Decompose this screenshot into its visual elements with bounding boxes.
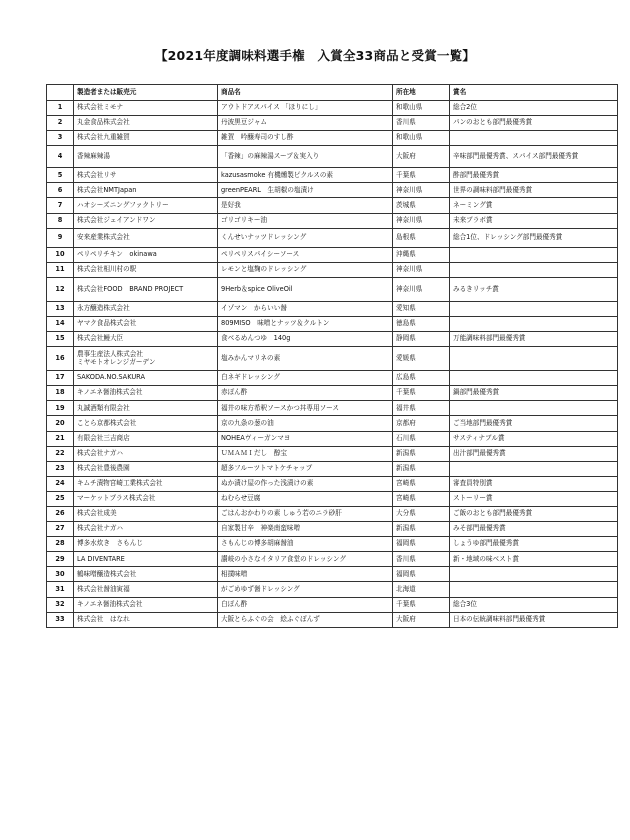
cell-product: アウトドアスパイス 「ほりにし」	[218, 101, 393, 116]
table-row	[47, 247, 618, 262]
cell-award: 未来ブラボ賞	[450, 213, 618, 228]
cell-award	[450, 347, 618, 371]
cell-location: 千葉県	[393, 386, 450, 401]
table-row	[47, 476, 618, 491]
cell-award: みそ部門最優秀賞	[450, 522, 618, 537]
cell-product: 讃岐の小さなイタリア食堂のドレッシング	[218, 552, 393, 567]
cell-award: パンのおとも部門最優秀賞	[450, 116, 618, 131]
table-row	[47, 228, 618, 247]
table-row	[47, 537, 618, 552]
cell-award: サスティナブル賞	[450, 431, 618, 446]
cell-number: 13	[47, 301, 74, 316]
cell-number: 26	[47, 506, 74, 521]
cell-number: 8	[47, 213, 74, 228]
cell-location: 千葉県	[393, 168, 450, 183]
cell-maker: 株式会社豊後農園	[74, 461, 218, 476]
header-location: 所在地	[393, 85, 450, 101]
cell-award: 総合1位、ドレッシング部門最優秀賞	[450, 228, 618, 247]
cell-location: 福岡県	[393, 537, 450, 552]
cell-product: ねむらせ豆腐	[218, 491, 393, 506]
award-table	[46, 84, 618, 628]
cell-product: ごはんおかわりの素 しゅう若のニラ砂肝	[218, 506, 393, 521]
cell-location: 福岡県	[393, 567, 450, 582]
table-row	[47, 582, 618, 597]
cell-award: 出汁部門最優秀賞	[450, 446, 618, 461]
table-row	[47, 552, 618, 567]
table-row	[47, 446, 618, 461]
cell-number: 11	[47, 262, 74, 277]
cell-maker: 永方醸造株式会社	[74, 301, 218, 316]
cell-product: ＵＭＡＭＩだし 醇宝	[218, 446, 393, 461]
cell-location: 和歌山県	[393, 101, 450, 116]
table-row	[47, 491, 618, 506]
table-row	[47, 213, 618, 228]
cell-location: 新潟県	[393, 461, 450, 476]
cell-number: 22	[47, 446, 74, 461]
cell-number: 15	[47, 332, 74, 347]
cell-location: 大阪府	[393, 146, 450, 168]
cell-maker: 鶴味噌醸造株式会社	[74, 567, 218, 582]
table-row	[47, 262, 618, 277]
table-row	[47, 522, 618, 537]
cell-award: 総合3位	[450, 597, 618, 612]
cell-location: 石川県	[393, 431, 450, 446]
cell-location: 京都府	[393, 416, 450, 431]
cell-award: ご当地部門最優秀賞	[450, 416, 618, 431]
cell-maker: ペリペリチキン okinawa	[74, 247, 218, 262]
cell-location: 愛媛県	[393, 347, 450, 371]
cell-location: 千葉県	[393, 597, 450, 612]
table-row	[47, 277, 618, 301]
cell-product: くんせいナッツドレッシング	[218, 228, 393, 247]
cell-award	[450, 247, 618, 262]
table-row	[47, 347, 618, 371]
cell-maker: キムチ漬物宮崎工業株式会社	[74, 476, 218, 491]
cell-location: 新潟県	[393, 446, 450, 461]
cell-maker: マーケットプラス株式会社	[74, 491, 218, 506]
cell-number: 4	[47, 146, 74, 168]
cell-award	[450, 567, 618, 582]
cell-product: 9Herb＆spice OliveOil	[218, 277, 393, 301]
cell-award: 日本の伝統調味料部門最優秀賞	[450, 612, 618, 627]
cell-product: 丹波黒豆ジャム	[218, 116, 393, 131]
cell-product: 超多フルーツトマトケチャップ	[218, 461, 393, 476]
cell-award	[450, 401, 618, 416]
cell-maker: 香辣麻辣湯	[74, 146, 218, 168]
cell-location: 静岡県	[393, 332, 450, 347]
cell-number: 32	[47, 597, 74, 612]
cell-product: レモンと塩麹のドレッシング	[218, 262, 393, 277]
cell-maker: 丸誠酒類有限会社	[74, 401, 218, 416]
table-row	[47, 316, 618, 331]
table-row	[47, 371, 618, 386]
cell-product: ぬか漬け屋の作った浅漬けの素	[218, 476, 393, 491]
cell-product: 赤ぽん酢	[218, 386, 393, 401]
cell-award: ご飯のおとも部門最優秀賞	[450, 506, 618, 521]
cell-maker: 博多水炊き さもんじ	[74, 537, 218, 552]
table-row	[47, 198, 618, 213]
cell-number: 21	[47, 431, 74, 446]
table-row	[47, 386, 618, 401]
cell-product: NOHEAヴィーガンマヨ	[218, 431, 393, 446]
cell-award: ネーミング賞	[450, 198, 618, 213]
cell-number: 31	[47, 582, 74, 597]
cell-number: 5	[47, 168, 74, 183]
cell-maker: 安来産業株式会社	[74, 228, 218, 247]
cell-maker: 株式会社FOOD BRAND PROJECT	[74, 277, 218, 301]
cell-number: 30	[47, 567, 74, 582]
header-row	[47, 85, 618, 101]
cell-number: 16	[47, 347, 74, 371]
cell-maker: 株式会社ナガハ	[74, 446, 218, 461]
cell-award: みるきリッチ賞	[450, 277, 618, 301]
cell-number: 2	[47, 116, 74, 131]
cell-number: 1	[47, 101, 74, 116]
cell-product: 京の九条の葱の油	[218, 416, 393, 431]
cell-maker: 株式会社 はなれ	[74, 612, 218, 627]
cell-award	[450, 301, 618, 316]
cell-maker: 株式会社醤油寅福	[74, 582, 218, 597]
cell-location: 和歌山県	[393, 131, 450, 146]
cell-location: 愛知県	[393, 301, 450, 316]
cell-number: 17	[47, 371, 74, 386]
cell-product: 是好我	[218, 198, 393, 213]
table-row	[47, 431, 618, 446]
cell-number: 9	[47, 228, 74, 247]
cell-location: 北海道	[393, 582, 450, 597]
cell-location: 大阪府	[393, 612, 450, 627]
cell-award: 鍋部門最優秀賞	[450, 386, 618, 401]
cell-number: 27	[47, 522, 74, 537]
cell-number: 28	[47, 537, 74, 552]
cell-maker: ことら京都株式会社	[74, 416, 218, 431]
cell-location: 神奈川県	[393, 213, 450, 228]
cell-award	[450, 316, 618, 331]
cell-maker: 株式会社成美	[74, 506, 218, 521]
table-row	[47, 116, 618, 131]
cell-location: 香川県	[393, 116, 450, 131]
cell-maker: 株式会社九重雑賀	[74, 131, 218, 146]
cell-product: イゾマン からいい醤	[218, 301, 393, 316]
cell-location: 香川県	[393, 552, 450, 567]
cell-award	[450, 461, 618, 476]
cell-maker: 株式会社ミモナ	[74, 101, 218, 116]
cell-number: 3	[47, 131, 74, 146]
cell-product: 食べるめんつゆ 140g	[218, 332, 393, 347]
cell-number: 6	[47, 183, 74, 198]
cell-award	[450, 131, 618, 146]
table-row	[47, 131, 618, 146]
cell-number: 23	[47, 461, 74, 476]
cell-award: 新・地域の味ベスト賞	[450, 552, 618, 567]
table-row	[47, 597, 618, 612]
cell-location: 神奈川県	[393, 262, 450, 277]
cell-award: 万能調味料部門最優秀賞	[450, 332, 618, 347]
table-row	[47, 146, 618, 168]
cell-product: greenPEARL 生胡椒の塩漬け	[218, 183, 393, 198]
cell-maker: 農事生産法人株式会社 ミヤモトオレンジガーデン	[74, 347, 218, 371]
cell-maker: ヤマク食品株式会社	[74, 316, 218, 331]
cell-location: 沖縄県	[393, 247, 450, 262]
cell-maker: 株式会社鰻大臣	[74, 332, 218, 347]
cell-product: kazusasmoke 有機燻製ピクルスの素	[218, 168, 393, 183]
cell-award: ストーリー賞	[450, 491, 618, 506]
table-row	[47, 401, 618, 416]
cell-location: 福井県	[393, 401, 450, 416]
table-row	[47, 101, 618, 116]
cell-number: 12	[47, 277, 74, 301]
cell-number: 25	[47, 491, 74, 506]
cell-maker: キノエネ醤油株式会社	[74, 386, 218, 401]
cell-number: 7	[47, 198, 74, 213]
cell-award: 酢部門最優秀賞	[450, 168, 618, 183]
cell-maker: 株式会社NMTJapan	[74, 183, 218, 198]
cell-product: 相撲味噌	[218, 567, 393, 582]
cell-product: 自家製甘辛 神楽南蛮味噌	[218, 522, 393, 537]
cell-award	[450, 582, 618, 597]
table-row	[47, 612, 618, 627]
cell-maker: 株式会社ジェイアンドワン	[74, 213, 218, 228]
page-title: 【2021年度調味料選手権 入賞全33商品と受賞一覧】	[154, 48, 476, 63]
cell-product: ペリペリスパイシーソース	[218, 247, 393, 262]
cell-maker: SAKODA.NO.SAKURA	[74, 371, 218, 386]
cell-product: ゴリゴリキー油	[218, 213, 393, 228]
cell-number: 29	[47, 552, 74, 567]
cell-maker: LA DIVENTARE	[74, 552, 218, 567]
cell-product: 809MISO 味噌とナッツ＆クルトン	[218, 316, 393, 331]
table-row	[47, 183, 618, 198]
cell-maker: キノエネ醤油株式会社	[74, 597, 218, 612]
cell-product: さもんじの博多胡麻醤油	[218, 537, 393, 552]
cell-maker: ハオシーズニングファクトリー	[74, 198, 218, 213]
cell-number: 19	[47, 401, 74, 416]
cell-location: 宮崎県	[393, 476, 450, 491]
cell-product: 大阪とらふぐの会 絵ふぐぽんず	[218, 612, 393, 627]
cell-number: 10	[47, 247, 74, 262]
cell-location: 新潟県	[393, 522, 450, 537]
cell-location: 神奈川県	[393, 183, 450, 198]
cell-maker: 丸金食品株式会社	[74, 116, 218, 131]
table-row	[47, 506, 618, 521]
table-row	[47, 416, 618, 431]
header-award: 賞名	[450, 85, 618, 101]
cell-number: 33	[47, 612, 74, 627]
cell-number: 20	[47, 416, 74, 431]
cell-product: 塩みかんマリネの素	[218, 347, 393, 371]
cell-maker: 有限会社三吉商店	[74, 431, 218, 446]
cell-location: 神奈川県	[393, 277, 450, 301]
cell-number: 14	[47, 316, 74, 331]
cell-location: 大分県	[393, 506, 450, 521]
cell-award	[450, 262, 618, 277]
table-body	[47, 101, 618, 628]
cell-maker: 株式会社相川村の駅	[74, 262, 218, 277]
header-maker: 製造者または販売元	[74, 85, 218, 101]
cell-product: 雑賀 吟醸寿司のすし酢	[218, 131, 393, 146]
table-row	[47, 332, 618, 347]
cell-award: 総合2位	[450, 101, 618, 116]
cell-number: 18	[47, 386, 74, 401]
cell-maker: 株式会社リサ	[74, 168, 218, 183]
table-row	[47, 567, 618, 582]
cell-award: 世界の調味料部門最優秀賞	[450, 183, 618, 198]
cell-product: 白ネギドレッシング	[218, 371, 393, 386]
cell-location: 広島県	[393, 371, 450, 386]
cell-award	[450, 371, 618, 386]
table-row	[47, 168, 618, 183]
table-row	[47, 461, 618, 476]
cell-award: 辛味部門最優秀賞、スパイス部門最優秀賞	[450, 146, 618, 168]
cell-award: しょうゆ部門最優秀賞	[450, 537, 618, 552]
header-product: 商品名	[218, 85, 393, 101]
cell-product: 福井の味方希釈ソースかつ丼専用ソース	[218, 401, 393, 416]
cell-location: 宮崎県	[393, 491, 450, 506]
cell-product: 白ぽん酢	[218, 597, 393, 612]
cell-award: 審査員特別賞	[450, 476, 618, 491]
cell-location: 島根県	[393, 228, 450, 247]
cell-maker: 株式会社ナガハ	[74, 522, 218, 537]
cell-location: 茨城県	[393, 198, 450, 213]
cell-product: がごめゆず醤ドレッシング	[218, 582, 393, 597]
cell-number: 24	[47, 476, 74, 491]
cell-product: 「香辣」の麻辣湯スープ＆実入り	[218, 146, 393, 168]
table-header	[47, 85, 618, 101]
table-row	[47, 301, 618, 316]
header-number	[47, 85, 74, 101]
cell-location: 徳島県	[393, 316, 450, 331]
